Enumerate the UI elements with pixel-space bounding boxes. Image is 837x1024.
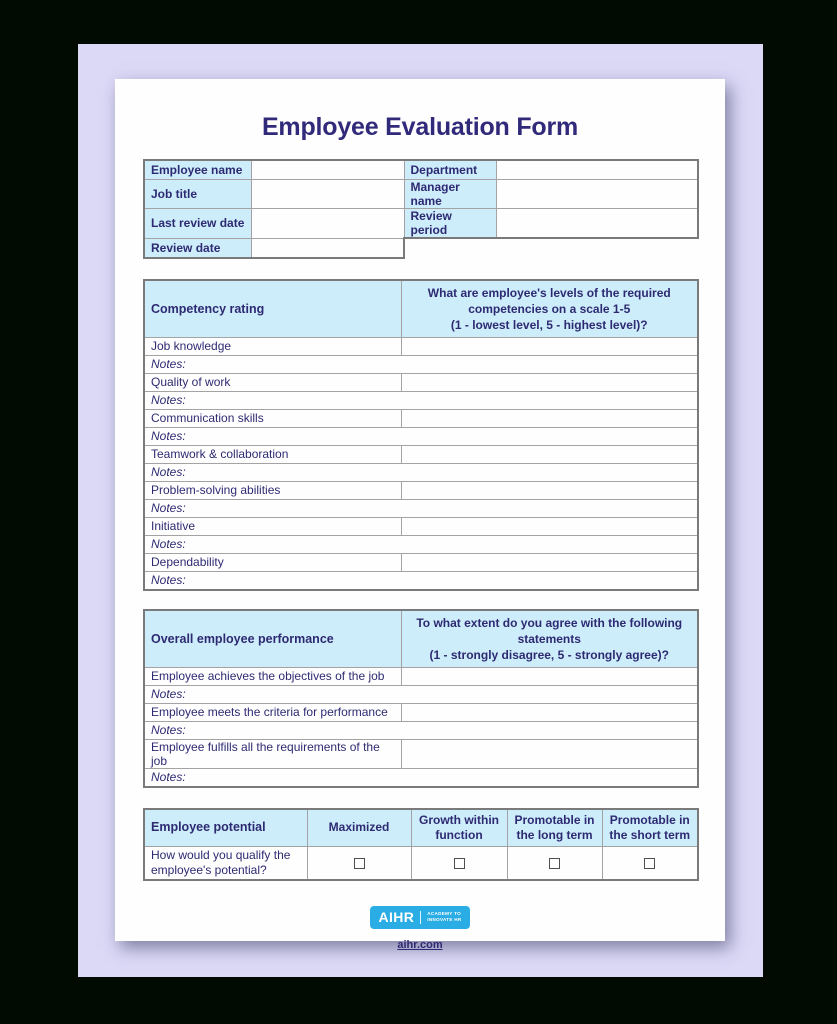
empty-cell — [404, 238, 496, 258]
skill-problem-solving: Problem-solving abilities — [144, 481, 401, 499]
last-review-date-label: Last review date — [144, 209, 251, 239]
manager-name-label: Manager name — [404, 180, 496, 209]
notes-cell[interactable]: Notes: — [144, 571, 698, 590]
rating-cell[interactable] — [401, 337, 698, 355]
aihr-logo — [370, 906, 469, 929]
review-period-value-cell[interactable] — [496, 209, 698, 239]
rating-cell[interactable] — [401, 373, 698, 391]
aihr-website-link[interactable]: aihr.com — [397, 938, 443, 951]
performance-question-header — [401, 610, 698, 668]
rating-cell[interactable] — [401, 553, 698, 571]
table-row — [144, 238, 698, 258]
checkbox-cell-promotable-short-term — [602, 846, 698, 880]
skill-dependability: Dependability — [144, 553, 401, 571]
table-row — [144, 463, 698, 481]
statement-meets-criteria: Employee meets the criteria for performance — [144, 703, 401, 721]
rating-cell[interactable] — [401, 481, 698, 499]
competency-question-line1: What are employee's levels of the required competencies on a scale 1-5 — [427, 285, 671, 316]
overall-performance-header: Overall employee performance — [144, 610, 401, 668]
logo-divider — [420, 911, 421, 924]
notes-cell[interactable]: Notes: — [144, 355, 698, 373]
rating-cell[interactable] — [401, 445, 698, 463]
potential-question: How would you qualify the employee's potential? — [144, 846, 307, 880]
employee-name-value-cell[interactable] — [251, 160, 404, 180]
performance-question-line2: (1 - strongly disagree, 5 - strongly agree)? — [429, 647, 669, 662]
notes-cell[interactable]: Notes: — [144, 685, 698, 703]
overall-performance-table — [143, 609, 699, 788]
table-row — [144, 160, 698, 180]
competency-rating-table — [143, 279, 699, 591]
notes-cell[interactable]: Notes: — [144, 391, 698, 409]
option-header-growth-within-function: Growth within function — [411, 809, 507, 847]
rating-cell[interactable] — [401, 409, 698, 427]
table-row — [144, 445, 698, 463]
table-row — [144, 703, 698, 721]
review-date-value-cell[interactable] — [251, 238, 404, 258]
checkbox-maximized[interactable] — [354, 858, 365, 869]
statement-fulfills-requirements: Employee fulfills all the requirements of the job — [144, 739, 401, 768]
checkbox-growth-within-function[interactable] — [454, 858, 465, 869]
department-value-cell[interactable] — [496, 160, 698, 180]
table-row — [144, 846, 698, 880]
table-row — [144, 685, 698, 703]
employee-potential-header: Employee potential — [144, 809, 307, 847]
notes-cell[interactable]: Notes: — [144, 721, 698, 739]
last-review-date-value-cell[interactable] — [251, 209, 404, 239]
rating-cell[interactable] — [401, 703, 698, 721]
checkbox-cell-growth-within-function — [411, 846, 507, 880]
aihr-logo-tagline — [427, 911, 461, 923]
statement-achieves-objectives: Employee achieves the objectives of the job — [144, 667, 401, 685]
checkbox-promotable-short-term[interactable] — [644, 858, 655, 869]
table-row — [144, 427, 698, 445]
skill-communication: Communication skills — [144, 409, 401, 427]
notes-cell[interactable]: Notes: — [144, 768, 698, 787]
department-label: Department — [404, 160, 496, 180]
footer — [115, 906, 725, 953]
employee-info-table — [143, 159, 699, 259]
option-header-promotable-short-term: Promotable in the short term — [602, 809, 698, 847]
table-row — [144, 739, 698, 768]
performance-question-line1: To what extent do you agree with the following statements — [416, 615, 683, 646]
table-row — [144, 409, 698, 427]
skill-job-knowledge: Job knowledge — [144, 337, 401, 355]
table-row — [144, 721, 698, 739]
checkbox-cell-promotable-long-term — [507, 846, 602, 880]
rating-cell[interactable] — [401, 739, 698, 768]
table-row — [144, 355, 698, 373]
employee-potential-table — [143, 808, 699, 881]
table-row — [144, 768, 698, 787]
competency-question-header — [401, 280, 698, 338]
option-header-maximized: Maximized — [307, 809, 411, 847]
notes-cell[interactable]: Notes: — [144, 499, 698, 517]
skill-teamwork: Teamwork & collaboration — [144, 445, 401, 463]
tagline-line2: INNOVATE HR — [427, 917, 462, 922]
competency-rating-header: Competency rating — [144, 280, 401, 338]
skill-quality-of-work: Quality of work — [144, 373, 401, 391]
form-page — [115, 79, 725, 951]
table-row — [144, 373, 698, 391]
job-title-label: Job title — [144, 180, 251, 209]
job-title-value-cell[interactable] — [251, 180, 404, 209]
competency-question-line2: (1 - lowest level, 5 - highest level)? — [450, 317, 648, 332]
table-row — [144, 571, 698, 590]
table-row — [144, 499, 698, 517]
lavender-frame — [78, 44, 763, 977]
empty-cell — [496, 238, 698, 258]
rating-cell[interactable] — [401, 517, 698, 535]
table-header-row — [144, 280, 698, 338]
table-row — [144, 391, 698, 409]
notes-cell[interactable]: Notes: — [144, 427, 698, 445]
review-date-label: Review date — [144, 238, 251, 258]
checkbox-cell-maximized — [307, 846, 411, 880]
employee-name-label: Employee name — [144, 160, 251, 180]
rating-cell[interactable] — [401, 667, 698, 685]
review-period-label: Review period — [404, 209, 496, 239]
table-row — [144, 517, 698, 535]
notes-cell[interactable]: Notes: — [144, 535, 698, 553]
table-row — [144, 337, 698, 355]
table-header-row — [144, 610, 698, 668]
table-row — [144, 535, 698, 553]
checkbox-promotable-long-term[interactable] — [549, 858, 560, 869]
table-row — [144, 481, 698, 499]
table-row — [144, 209, 698, 239]
notes-cell[interactable]: Notes: — [144, 463, 698, 481]
manager-name-value-cell[interactable] — [496, 180, 698, 209]
table-header-row — [144, 809, 698, 847]
tagline-line1: ACADEMY TO — [427, 911, 461, 916]
table-row — [144, 667, 698, 685]
table-row — [144, 180, 698, 209]
aihr-logo-text: AIHR — [378, 909, 415, 925]
page-title: Employee Evaluation Form — [261, 113, 579, 141]
table-row — [144, 553, 698, 571]
skill-initiative: Initiative — [144, 517, 401, 535]
option-header-promotable-long-term: Promotable in the long term — [507, 809, 602, 847]
